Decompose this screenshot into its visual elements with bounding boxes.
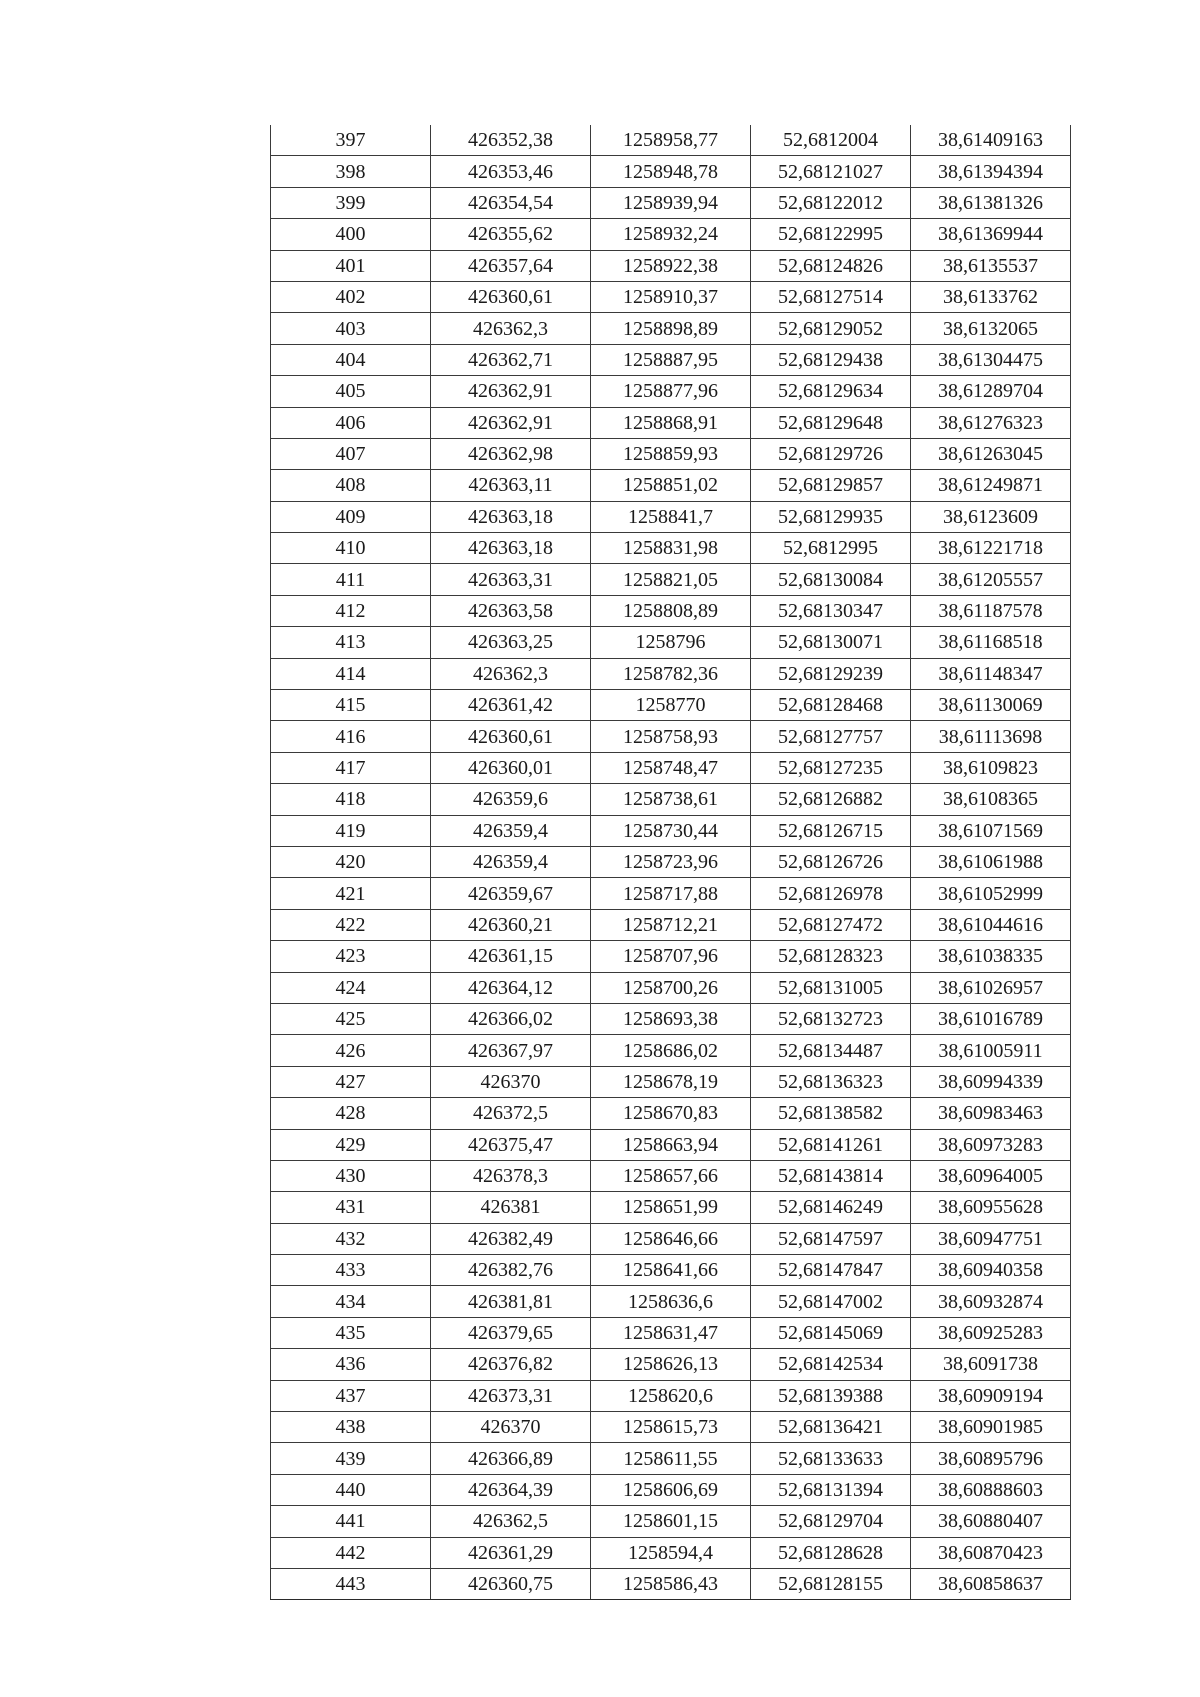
x-coordinate-cell: 426355,62 — [431, 219, 591, 250]
y-coordinate-cell: 1258958,77 — [591, 125, 751, 156]
point-number-cell: 442 — [271, 1537, 431, 1568]
y-coordinate-cell: 1258782,36 — [591, 658, 751, 689]
longitude-cell: 38,6091738 — [911, 1349, 1071, 1380]
point-number-cell: 411 — [271, 564, 431, 595]
y-coordinate-cell: 1258723,96 — [591, 846, 751, 877]
y-coordinate-cell: 1258657,66 — [591, 1160, 751, 1191]
table-row — [271, 595, 1071, 626]
longitude-cell: 38,61052999 — [911, 878, 1071, 909]
longitude-cell: 38,61304475 — [911, 344, 1071, 375]
longitude-cell: 38,61276323 — [911, 407, 1071, 438]
y-coordinate-cell: 1258626,13 — [591, 1349, 751, 1380]
latitude-cell: 52,68139388 — [751, 1380, 911, 1411]
latitude-cell: 52,68136421 — [751, 1412, 911, 1443]
x-coordinate-cell: 426381,81 — [431, 1286, 591, 1317]
x-coordinate-cell: 426360,01 — [431, 752, 591, 783]
table-row — [271, 1380, 1071, 1411]
table-row — [271, 281, 1071, 312]
point-number-cell: 417 — [271, 752, 431, 783]
latitude-cell: 52,68129857 — [751, 470, 911, 501]
longitude-cell: 38,60955628 — [911, 1192, 1071, 1223]
y-coordinate-cell: 1258887,95 — [591, 344, 751, 375]
x-coordinate-cell: 426362,91 — [431, 407, 591, 438]
longitude-cell: 38,61187578 — [911, 595, 1071, 626]
x-coordinate-cell: 426376,82 — [431, 1349, 591, 1380]
latitude-cell: 52,68130084 — [751, 564, 911, 595]
longitude-cell: 38,61044616 — [911, 909, 1071, 940]
longitude-cell: 38,61130069 — [911, 690, 1071, 721]
latitude-cell: 52,68141261 — [751, 1129, 911, 1160]
table-row — [271, 1412, 1071, 1443]
point-number-cell: 408 — [271, 470, 431, 501]
y-coordinate-cell: 1258651,99 — [591, 1192, 751, 1223]
y-coordinate-cell: 1258770 — [591, 690, 751, 721]
x-coordinate-cell: 426378,3 — [431, 1160, 591, 1191]
x-coordinate-cell: 426360,61 — [431, 281, 591, 312]
longitude-cell: 38,61016789 — [911, 1003, 1071, 1034]
point-number-cell: 432 — [271, 1223, 431, 1254]
longitude-cell: 38,61394394 — [911, 156, 1071, 187]
latitude-cell: 52,68128468 — [751, 690, 911, 721]
x-coordinate-cell: 426381 — [431, 1192, 591, 1223]
latitude-cell: 52,68129935 — [751, 501, 911, 532]
point-number-cell: 418 — [271, 784, 431, 815]
table-row — [271, 438, 1071, 469]
table-row — [271, 1223, 1071, 1254]
table-row — [271, 627, 1071, 658]
longitude-cell: 38,6123609 — [911, 501, 1071, 532]
point-number-cell: 415 — [271, 690, 431, 721]
table-row — [271, 1098, 1071, 1129]
point-number-cell: 421 — [271, 878, 431, 909]
y-coordinate-cell: 1258831,98 — [591, 533, 751, 564]
latitude-cell: 52,68126726 — [751, 846, 911, 877]
table-row — [271, 846, 1071, 877]
y-coordinate-cell: 1258932,24 — [591, 219, 751, 250]
longitude-cell: 38,61026957 — [911, 972, 1071, 1003]
point-number-cell: 433 — [271, 1255, 431, 1286]
x-coordinate-cell: 426363,11 — [431, 470, 591, 501]
y-coordinate-cell: 1258646,66 — [591, 1223, 751, 1254]
table-row — [271, 407, 1071, 438]
x-coordinate-cell: 426353,46 — [431, 156, 591, 187]
longitude-cell: 38,60888603 — [911, 1474, 1071, 1505]
point-number-cell: 434 — [271, 1286, 431, 1317]
table-row — [271, 721, 1071, 752]
y-coordinate-cell: 1258686,02 — [591, 1035, 751, 1066]
longitude-cell: 38,61038335 — [911, 941, 1071, 972]
point-number-cell: 413 — [271, 627, 431, 658]
latitude-cell: 52,68147597 — [751, 1223, 911, 1254]
y-coordinate-cell: 1258641,66 — [591, 1255, 751, 1286]
y-coordinate-cell: 1258808,89 — [591, 595, 751, 626]
longitude-cell: 38,60940358 — [911, 1255, 1071, 1286]
x-coordinate-cell: 426373,31 — [431, 1380, 591, 1411]
point-number-cell: 404 — [271, 344, 431, 375]
x-coordinate-cell: 426361,15 — [431, 941, 591, 972]
x-coordinate-cell: 426360,75 — [431, 1568, 591, 1599]
point-number-cell: 443 — [271, 1568, 431, 1599]
table-row — [271, 1506, 1071, 1537]
table-row — [271, 1192, 1071, 1223]
table-row — [271, 219, 1071, 250]
point-number-cell: 419 — [271, 815, 431, 846]
y-coordinate-cell: 1258606,69 — [591, 1474, 751, 1505]
latitude-cell: 52,68145069 — [751, 1317, 911, 1348]
x-coordinate-cell: 426361,42 — [431, 690, 591, 721]
point-number-cell: 439 — [271, 1443, 431, 1474]
latitude-cell: 52,68127757 — [751, 721, 911, 752]
point-number-cell: 435 — [271, 1317, 431, 1348]
y-coordinate-cell: 1258717,88 — [591, 878, 751, 909]
latitude-cell: 52,68128155 — [751, 1568, 911, 1599]
latitude-cell: 52,68130071 — [751, 627, 911, 658]
coordinates-table-body — [271, 125, 1071, 1600]
longitude-cell: 38,61061988 — [911, 846, 1071, 877]
y-coordinate-cell: 1258678,19 — [591, 1066, 751, 1097]
table-row — [271, 909, 1071, 940]
y-coordinate-cell: 1258594,4 — [591, 1537, 751, 1568]
x-coordinate-cell: 426382,49 — [431, 1223, 591, 1254]
table-row — [271, 752, 1071, 783]
longitude-cell: 38,61148347 — [911, 658, 1071, 689]
point-number-cell: 398 — [271, 156, 431, 187]
point-number-cell: 416 — [271, 721, 431, 752]
table-row — [271, 1255, 1071, 1286]
latitude-cell: 52,68131394 — [751, 1474, 911, 1505]
point-number-cell: 438 — [271, 1412, 431, 1443]
y-coordinate-cell: 1258707,96 — [591, 941, 751, 972]
x-coordinate-cell: 426360,21 — [431, 909, 591, 940]
longitude-cell: 38,6135537 — [911, 250, 1071, 281]
table-row — [271, 470, 1071, 501]
longitude-cell: 38,60947751 — [911, 1223, 1071, 1254]
longitude-cell: 38,61409163 — [911, 125, 1071, 156]
x-coordinate-cell: 426366,89 — [431, 1443, 591, 1474]
x-coordinate-cell: 426379,65 — [431, 1317, 591, 1348]
y-coordinate-cell: 1258631,47 — [591, 1317, 751, 1348]
table-row — [271, 1537, 1071, 1568]
x-coordinate-cell: 426370 — [431, 1412, 591, 1443]
latitude-cell: 52,68133633 — [751, 1443, 911, 1474]
latitude-cell: 52,68129704 — [751, 1506, 911, 1537]
table-row — [271, 690, 1071, 721]
point-number-cell: 406 — [271, 407, 431, 438]
y-coordinate-cell: 1258868,91 — [591, 407, 751, 438]
longitude-cell: 38,60973283 — [911, 1129, 1071, 1160]
longitude-cell: 38,60880407 — [911, 1506, 1071, 1537]
point-number-cell: 409 — [271, 501, 431, 532]
latitude-cell: 52,68143814 — [751, 1160, 911, 1191]
x-coordinate-cell: 426367,97 — [431, 1035, 591, 1066]
y-coordinate-cell: 1258922,38 — [591, 250, 751, 281]
x-coordinate-cell: 426354,54 — [431, 187, 591, 218]
table-row — [271, 1568, 1071, 1599]
point-number-cell: 424 — [271, 972, 431, 1003]
longitude-cell: 38,61221718 — [911, 533, 1071, 564]
longitude-cell: 38,6132065 — [911, 313, 1071, 344]
longitude-cell: 38,60983463 — [911, 1098, 1071, 1129]
point-number-cell: 430 — [271, 1160, 431, 1191]
table-row — [271, 1443, 1071, 1474]
y-coordinate-cell: 1258620,6 — [591, 1380, 751, 1411]
x-coordinate-cell: 426363,58 — [431, 595, 591, 626]
longitude-cell: 38,60925283 — [911, 1317, 1071, 1348]
table-row — [271, 313, 1071, 344]
x-coordinate-cell: 426359,6 — [431, 784, 591, 815]
longitude-cell: 38,6133762 — [911, 281, 1071, 312]
x-coordinate-cell: 426357,64 — [431, 250, 591, 281]
latitude-cell: 52,68129726 — [751, 438, 911, 469]
latitude-cell: 52,68130347 — [751, 595, 911, 626]
x-coordinate-cell: 426359,67 — [431, 878, 591, 909]
y-coordinate-cell: 1258841,7 — [591, 501, 751, 532]
longitude-cell: 38,61263045 — [911, 438, 1071, 469]
y-coordinate-cell: 1258939,94 — [591, 187, 751, 218]
point-number-cell: 407 — [271, 438, 431, 469]
latitude-cell: 52,68147847 — [751, 1255, 911, 1286]
x-coordinate-cell: 426362,3 — [431, 313, 591, 344]
x-coordinate-cell: 426363,18 — [431, 533, 591, 564]
longitude-cell: 38,61113698 — [911, 721, 1071, 752]
table-row — [271, 1003, 1071, 1034]
x-coordinate-cell: 426370 — [431, 1066, 591, 1097]
table-row — [271, 1160, 1071, 1191]
longitude-cell: 38,60994339 — [911, 1066, 1071, 1097]
x-coordinate-cell: 426352,38 — [431, 125, 591, 156]
x-coordinate-cell: 426361,29 — [431, 1537, 591, 1568]
y-coordinate-cell: 1258821,05 — [591, 564, 751, 595]
x-coordinate-cell: 426364,39 — [431, 1474, 591, 1505]
y-coordinate-cell: 1258730,44 — [591, 815, 751, 846]
y-coordinate-cell: 1258877,96 — [591, 376, 751, 407]
point-number-cell: 399 — [271, 187, 431, 218]
point-number-cell: 405 — [271, 376, 431, 407]
longitude-cell: 38,60932874 — [911, 1286, 1071, 1317]
latitude-cell: 52,68132723 — [751, 1003, 911, 1034]
y-coordinate-cell: 1258586,43 — [591, 1568, 751, 1599]
y-coordinate-cell: 1258615,73 — [591, 1412, 751, 1443]
latitude-cell: 52,68127235 — [751, 752, 911, 783]
x-coordinate-cell: 426363,25 — [431, 627, 591, 658]
longitude-cell: 38,61168518 — [911, 627, 1071, 658]
y-coordinate-cell: 1258758,93 — [591, 721, 751, 752]
latitude-cell: 52,68124826 — [751, 250, 911, 281]
longitude-cell: 38,61289704 — [911, 376, 1071, 407]
y-coordinate-cell: 1258611,55 — [591, 1443, 751, 1474]
table-row — [271, 376, 1071, 407]
y-coordinate-cell: 1258712,21 — [591, 909, 751, 940]
table-row — [271, 941, 1071, 972]
y-coordinate-cell: 1258700,26 — [591, 972, 751, 1003]
x-coordinate-cell: 426360,61 — [431, 721, 591, 752]
latitude-cell: 52,68121027 — [751, 156, 911, 187]
x-coordinate-cell: 426362,71 — [431, 344, 591, 375]
point-number-cell: 425 — [271, 1003, 431, 1034]
y-coordinate-cell: 1258670,83 — [591, 1098, 751, 1129]
longitude-cell: 38,60870423 — [911, 1537, 1071, 1568]
table-row — [271, 1066, 1071, 1097]
point-number-cell: 422 — [271, 909, 431, 940]
x-coordinate-cell: 426366,02 — [431, 1003, 591, 1034]
longitude-cell: 38,6108365 — [911, 784, 1071, 815]
table-row — [271, 658, 1071, 689]
longitude-cell: 38,61071569 — [911, 815, 1071, 846]
latitude-cell: 52,68122995 — [751, 219, 911, 250]
latitude-cell: 52,68127472 — [751, 909, 911, 940]
latitude-cell: 52,68127514 — [751, 281, 911, 312]
latitude-cell: 52,68129648 — [751, 407, 911, 438]
longitude-cell: 38,61369944 — [911, 219, 1071, 250]
point-number-cell: 397 — [271, 125, 431, 156]
table-row — [271, 533, 1071, 564]
point-number-cell: 401 — [271, 250, 431, 281]
y-coordinate-cell: 1258859,93 — [591, 438, 751, 469]
latitude-cell: 52,68122012 — [751, 187, 911, 218]
table-row — [271, 1317, 1071, 1348]
table-row — [271, 815, 1071, 846]
latitude-cell: 52,68129634 — [751, 376, 911, 407]
point-number-cell: 426 — [271, 1035, 431, 1066]
point-number-cell: 400 — [271, 219, 431, 250]
point-number-cell: 410 — [271, 533, 431, 564]
latitude-cell: 52,6812004 — [751, 125, 911, 156]
table-row — [271, 1129, 1071, 1160]
coordinates-table — [270, 125, 1071, 1600]
longitude-cell: 38,60909194 — [911, 1380, 1071, 1411]
table-row — [271, 1349, 1071, 1380]
point-number-cell: 428 — [271, 1098, 431, 1129]
table-row — [271, 564, 1071, 595]
y-coordinate-cell: 1258851,02 — [591, 470, 751, 501]
x-coordinate-cell: 426359,4 — [431, 846, 591, 877]
latitude-cell: 52,68138582 — [751, 1098, 911, 1129]
y-coordinate-cell: 1258601,15 — [591, 1506, 751, 1537]
y-coordinate-cell: 1258910,37 — [591, 281, 751, 312]
longitude-cell: 38,60901985 — [911, 1412, 1071, 1443]
table-row — [271, 972, 1071, 1003]
latitude-cell: 52,6812995 — [751, 533, 911, 564]
point-number-cell: 436 — [271, 1349, 431, 1380]
point-number-cell: 427 — [271, 1066, 431, 1097]
table-row — [271, 501, 1071, 532]
latitude-cell: 52,68129052 — [751, 313, 911, 344]
point-number-cell: 402 — [271, 281, 431, 312]
latitude-cell: 52,68147002 — [751, 1286, 911, 1317]
y-coordinate-cell: 1258738,61 — [591, 784, 751, 815]
point-number-cell: 420 — [271, 846, 431, 877]
table-row — [271, 250, 1071, 281]
x-coordinate-cell: 426362,3 — [431, 658, 591, 689]
latitude-cell: 52,68136323 — [751, 1066, 911, 1097]
point-number-cell: 414 — [271, 658, 431, 689]
y-coordinate-cell: 1258693,38 — [591, 1003, 751, 1034]
table-row — [271, 156, 1071, 187]
longitude-cell: 38,61005911 — [911, 1035, 1071, 1066]
latitude-cell: 52,68128628 — [751, 1537, 911, 1568]
table-row — [271, 187, 1071, 218]
x-coordinate-cell: 426375,47 — [431, 1129, 591, 1160]
y-coordinate-cell: 1258748,47 — [591, 752, 751, 783]
point-number-cell: 429 — [271, 1129, 431, 1160]
longitude-cell: 38,60858637 — [911, 1568, 1071, 1599]
table-row — [271, 1474, 1071, 1505]
point-number-cell: 441 — [271, 1506, 431, 1537]
x-coordinate-cell: 426372,5 — [431, 1098, 591, 1129]
longitude-cell: 38,61249871 — [911, 470, 1071, 501]
latitude-cell: 52,68126882 — [751, 784, 911, 815]
point-number-cell: 412 — [271, 595, 431, 626]
longitude-cell: 38,61205557 — [911, 564, 1071, 595]
table-row — [271, 784, 1071, 815]
x-coordinate-cell: 426382,76 — [431, 1255, 591, 1286]
point-number-cell: 431 — [271, 1192, 431, 1223]
x-coordinate-cell: 426362,98 — [431, 438, 591, 469]
latitude-cell: 52,68126978 — [751, 878, 911, 909]
latitude-cell: 52,68129239 — [751, 658, 911, 689]
point-number-cell: 440 — [271, 1474, 431, 1505]
y-coordinate-cell: 1258636,6 — [591, 1286, 751, 1317]
table-row — [271, 125, 1071, 156]
table-row — [271, 1035, 1071, 1066]
x-coordinate-cell: 426362,5 — [431, 1506, 591, 1537]
longitude-cell: 38,6109823 — [911, 752, 1071, 783]
x-coordinate-cell: 426364,12 — [431, 972, 591, 1003]
latitude-cell: 52,68134487 — [751, 1035, 911, 1066]
point-number-cell: 403 — [271, 313, 431, 344]
y-coordinate-cell: 1258898,89 — [591, 313, 751, 344]
x-coordinate-cell: 426363,31 — [431, 564, 591, 595]
table-row — [271, 878, 1071, 909]
point-number-cell: 437 — [271, 1380, 431, 1411]
latitude-cell: 52,68128323 — [751, 941, 911, 972]
latitude-cell: 52,68126715 — [751, 815, 911, 846]
longitude-cell: 38,60895796 — [911, 1443, 1071, 1474]
point-number-cell: 423 — [271, 941, 431, 972]
y-coordinate-cell: 1258796 — [591, 627, 751, 658]
y-coordinate-cell: 1258948,78 — [591, 156, 751, 187]
latitude-cell: 52,68131005 — [751, 972, 911, 1003]
latitude-cell: 52,68146249 — [751, 1192, 911, 1223]
longitude-cell: 38,61381326 — [911, 187, 1071, 218]
x-coordinate-cell: 426362,91 — [431, 376, 591, 407]
table-row — [271, 344, 1071, 375]
x-coordinate-cell: 426363,18 — [431, 501, 591, 532]
latitude-cell: 52,68129438 — [751, 344, 911, 375]
y-coordinate-cell: 1258663,94 — [591, 1129, 751, 1160]
x-coordinate-cell: 426359,4 — [431, 815, 591, 846]
table-row — [271, 1286, 1071, 1317]
latitude-cell: 52,68142534 — [751, 1349, 911, 1380]
longitude-cell: 38,60964005 — [911, 1160, 1071, 1191]
